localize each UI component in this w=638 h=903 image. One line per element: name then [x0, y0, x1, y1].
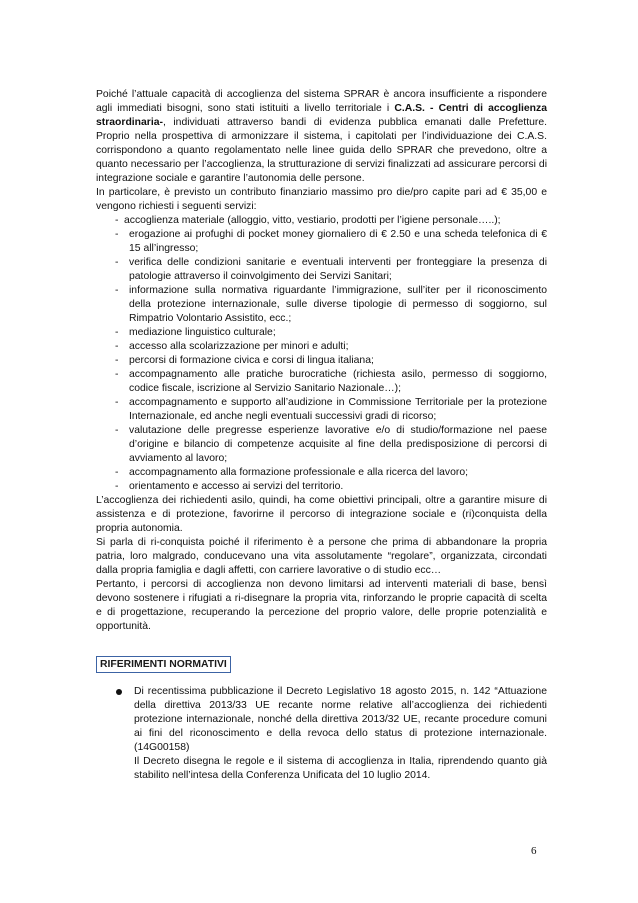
paragraph-cas-text-end: , individuati attraverso bandi di evidenza pubblica emanati dalle Prefetture.	[162, 117, 547, 128]
list-item: - verifica delle condizioni sanitarie e eventuali interventi per fronteggiare la presenza di patologie attraverso il coinvolgimento dei Servizi Sanitari;	[96, 256, 547, 284]
paragraph-cas-bold: C.A.S. - Centri di accoglienza straordinaria-	[96, 103, 548, 128]
list-item: - accesso alla scolarizzazione per minori e adulti;	[96, 340, 547, 354]
paragraph-contributo: In particolare, è previsto un contributo finanziario massimo pro die/pro capite pari ad € 35,00 e vengono richiesti i seguenti servizi:	[96, 187, 547, 212]
paragraph-obiettivi: L’accoglienza dei richiedenti asilo, quindi, ha come obiettivi principali, oltre a garantire misure di assistenza e di protezione, favorirne il percorso di integrazione sociale e (ri)conquista della propria autonomia.	[96, 495, 547, 534]
list-item: - accompagnamento e supporto all’audizione in Commissione Territoriale per la protezione Internazionale, ed anche negli eventuali successivi gradi di ricorso;	[96, 396, 547, 424]
paragraph-riconquista: Si parla di ri-conquista poiché il riferimento è a persone che prima di abbandonare la propria patria, loro malgrado, conducevano una vita assolutamente “regolare”, organizzata, circondati dalla propria famiglia e dagli affetti, con carriere lavorative o di studio ecc…	[96, 537, 547, 576]
bullet-decreto-text-2: Il Decreto disegna le regole e il sistema di accoglienza in Italia, riprendendo quanto già stabilito nell’intesa della Conferenza Unificata del 10 luglio 2014.	[134, 756, 547, 781]
page-number: 6	[531, 845, 537, 857]
bullet-dot-icon	[116, 689, 122, 695]
body-text	[96, 88, 547, 634]
list-item: - mediazione linguistico culturale;	[96, 326, 547, 340]
paragraph-percorsi: Pertanto, i percorsi di accoglienza non devono limitarsi ad interventi materiali di base, bensì devono sostenere i rifugiati a ri-disegnare la propria vita, rinforzando le proprie capacità di scelta e di progettazione, recuperando la percezione del proprio valore, delle proprie potenzialità e opportunità.	[96, 579, 547, 632]
list-item: - accoglienza materiale (alloggio, vitto, vestiario, prodotti per l’igiene personale…..);	[96, 214, 547, 228]
paragraph-armonizzare: Proprio nella prospettiva di armonizzare il sistema, i capitolati per l’individuazione dei C.A.S. corrispondono a quanto regolamentato nelle linee guida dello SPRAR che prevedono, oltre a quanto necessario per l’accoglienza, la strutturazione di servizi finalizzati ad assicurare percorsi di integrazione sociale e garantire l’autonomia delle persone.	[96, 131, 547, 184]
list-item: - orientamento e accesso ai servizi del territorio.	[96, 480, 547, 494]
bullet-decreto-text: Di recentissima pubblicazione il Decreto Legislativo 18 agosto 2015, n. 142 “Attuazione della direttiva 2013/33 UE recante norme relative all’accoglienza dei richiedenti protezione internazionale, nonché della direttiva 2013/32 UE, recante procedure comuni ai fini del riconoscimento e della revoca dello status di protezione internazionale. (14G00158)	[134, 686, 547, 753]
list-item: - accompagnamento alla formazione professionale e alla ricerca del lavoro;	[96, 466, 547, 480]
list-item: - accompagnamento alle pratiche burocratiche (richiesta asilo, permesso di soggiorno, codice fiscale, iscrizione al Servizio Sanitario Nazionale…);	[96, 368, 547, 396]
list-item	[96, 685, 547, 783]
list-item: - percorsi di formazione civica e corsi di lingua italiana;	[96, 354, 547, 368]
paragraph-cas-text: Poiché l’attuale capacità di accoglienza del sistema SPRAR è ancora insufficiente a rispondere agli immediati bisogni, sono stati istituiti a livello territoriale i	[96, 89, 547, 114]
list-item: - valutazione delle pregresse esperienze lavorative e/o di studio/formazione nel paese d’origine e bilancio di competenze acquisite al fine della predisposizione di percorsi di avviamento al lavoro;	[96, 424, 547, 466]
bullet-list	[96, 685, 547, 783]
section-heading: RIFERIMENTI NORMATIVI	[96, 656, 231, 673]
services-list	[96, 214, 547, 494]
paragraph-cas	[96, 88, 547, 130]
list-item: - informazione sulla normativa riguardante l’immigrazione, sull’iter per il riconoscimento della protezione internazionale, sulle diverse tipologie di permesso di soggiorno, sul Rimpatrio Volontario Assistito, ecc.;	[96, 284, 547, 326]
list-item: - erogazione ai profughi di pocket money giornaliero di € 2.50 e una scheda telefonica di € 15 all’ingresso;	[96, 228, 547, 256]
